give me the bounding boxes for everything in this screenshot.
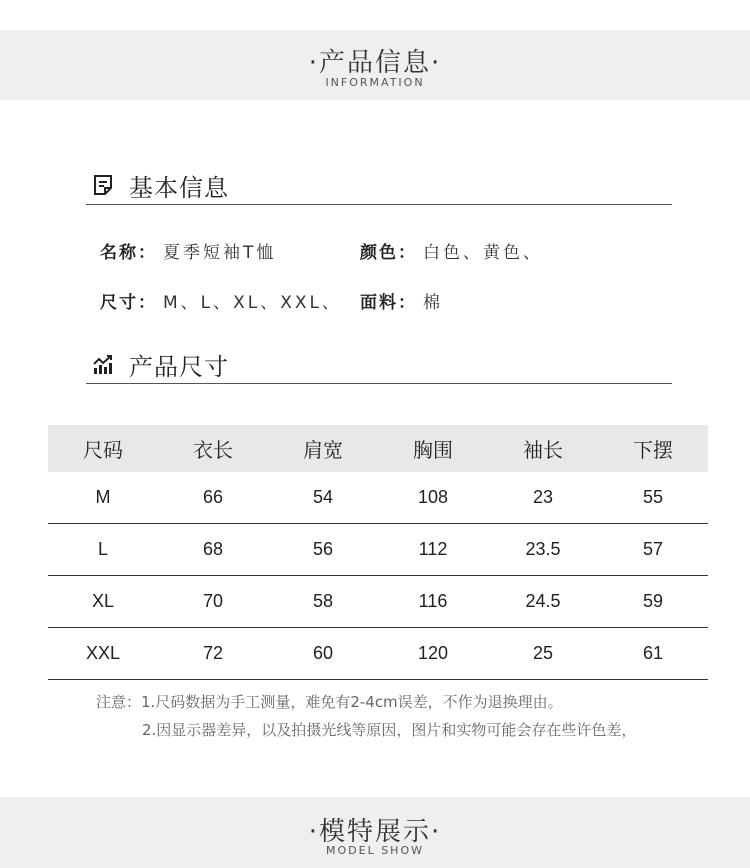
column-header: 尺码 <box>48 425 158 472</box>
table-cell: 23 <box>488 472 598 524</box>
table-cell: 116 <box>378 576 488 628</box>
name-value: 夏季短袖T恤 <box>163 243 277 263</box>
column-header: 胸围 <box>378 425 488 472</box>
color-label: 颜色： <box>360 243 417 263</box>
table-cell: M <box>48 472 158 524</box>
table-cell: 70 <box>158 576 268 628</box>
size-table <box>48 425 708 680</box>
note-line-2: 2.因显示器差异，以及拍摄光线等原因，图片和实物可能会存在些许色差， <box>142 721 637 739</box>
table-cell: 56 <box>268 524 378 576</box>
info-banner <box>0 30 750 100</box>
size-field <box>100 288 342 313</box>
size-value: M、L、XL、XXL、 <box>163 293 343 313</box>
table-cell: 72 <box>158 628 268 680</box>
document-icon <box>92 174 114 196</box>
table-row <box>48 472 708 524</box>
banner-subtitle: MODEL SHOW <box>326 844 424 857</box>
table-cell: 68 <box>158 524 268 576</box>
table-cell: 60 <box>268 628 378 680</box>
table-cell: 24.5 <box>488 576 598 628</box>
table-cell: 120 <box>378 628 488 680</box>
table-cell: 108 <box>378 472 488 524</box>
color-field <box>360 238 543 263</box>
column-header: 衣长 <box>158 425 268 472</box>
table-cell: 25 <box>488 628 598 680</box>
section-title: 产品尺寸 <box>129 353 229 381</box>
table-cell: L <box>48 524 158 576</box>
table-row <box>48 628 708 680</box>
table-cell: XXL <box>48 628 158 680</box>
table-cell: 58 <box>268 576 378 628</box>
banner-subtitle: INFORMATION <box>325 76 425 89</box>
column-header: 肩宽 <box>268 425 378 472</box>
bar-chart-icon <box>92 353 114 375</box>
table-cell: 59 <box>598 576 708 628</box>
model-banner <box>0 797 750 868</box>
banner-title: ·产品信息· <box>308 48 442 78</box>
table-cell: 23.5 <box>488 524 598 576</box>
table-cell: 54 <box>268 472 378 524</box>
column-header: 袖长 <box>488 425 598 472</box>
section-title: 基本信息 <box>129 174 229 202</box>
banner-title: ·模特展示· <box>308 817 442 847</box>
fabric-value: 棉 <box>423 293 443 313</box>
name-label: 名称： <box>100 243 157 263</box>
table-cell: XL <box>48 576 158 628</box>
table-cell: 57 <box>598 524 708 576</box>
size-label: 尺寸： <box>100 293 157 313</box>
table-row <box>48 576 708 628</box>
column-header: 下摆 <box>598 425 708 472</box>
basic-info-header <box>86 164 672 205</box>
table-cell: 55 <box>598 472 708 524</box>
table-cell: 66 <box>158 472 268 524</box>
table-cell: 112 <box>378 524 488 576</box>
note-line-1: 注意：1.尺码数据为手工测量，难免有2-4cm误差，不作为退换理由。 <box>96 693 563 711</box>
fabric-field <box>360 288 443 313</box>
size-header <box>86 343 672 384</box>
table-row <box>48 524 708 576</box>
color-value: 白色、黄色、 <box>423 243 543 263</box>
table-header-row <box>48 425 708 472</box>
name-field <box>100 238 276 263</box>
table-cell: 61 <box>598 628 708 680</box>
fabric-label: 面料： <box>360 293 417 313</box>
